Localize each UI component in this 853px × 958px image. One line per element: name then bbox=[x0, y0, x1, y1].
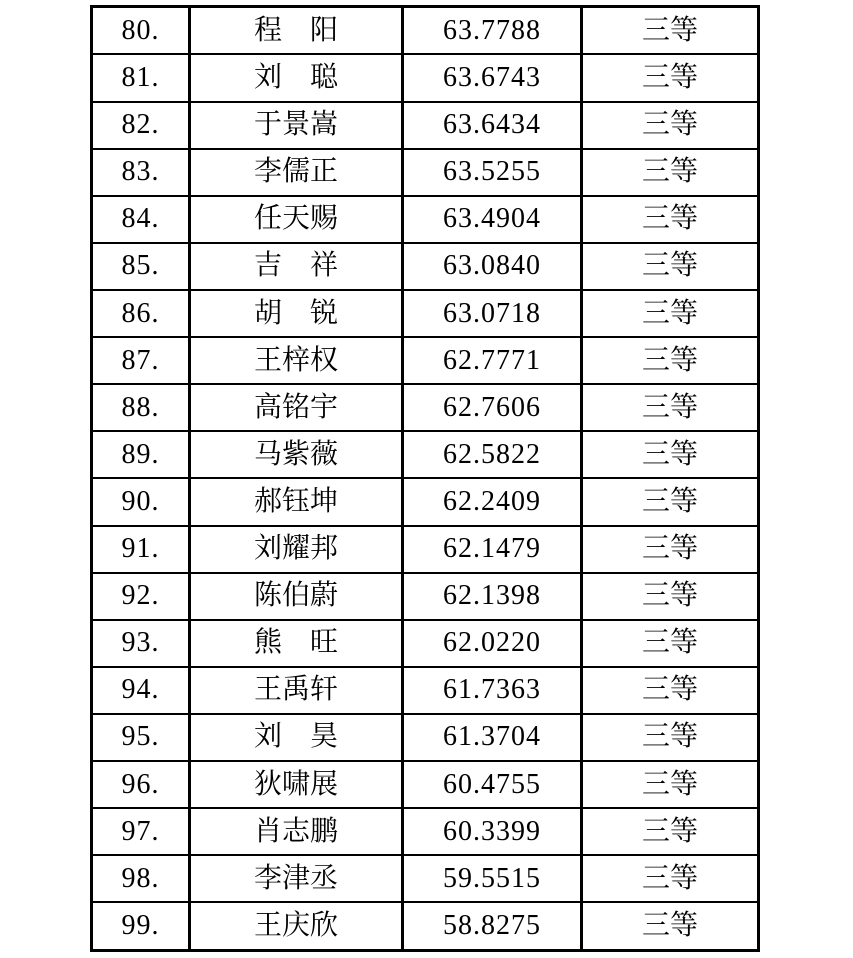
grade-cell: 三等 bbox=[582, 149, 759, 196]
table-row bbox=[92, 761, 759, 808]
grade-cell: 三等 bbox=[582, 431, 759, 478]
table-row bbox=[92, 478, 759, 525]
grade-cell: 三等 bbox=[582, 102, 759, 149]
table-row bbox=[92, 808, 759, 855]
table-row bbox=[92, 526, 759, 573]
score-cell: 63.7788 bbox=[403, 7, 582, 55]
table-row bbox=[92, 431, 759, 478]
rank-cell: 92. bbox=[92, 573, 190, 620]
name-cell: 胡 锐 bbox=[190, 290, 403, 337]
score-cell: 63.0840 bbox=[403, 243, 582, 290]
name-cell: 刘 聪 bbox=[190, 54, 403, 101]
table-row bbox=[92, 337, 759, 384]
score-cell: 63.6743 bbox=[403, 54, 582, 101]
grade-cell: 三等 bbox=[582, 54, 759, 101]
table-row bbox=[92, 573, 759, 620]
score-cell: 63.5255 bbox=[403, 149, 582, 196]
rank-cell: 80. bbox=[92, 7, 190, 55]
name-cell: 肖志鹏 bbox=[190, 808, 403, 855]
rank-cell: 83. bbox=[92, 149, 190, 196]
name-cell: 李儒正 bbox=[190, 149, 403, 196]
table-row bbox=[92, 902, 759, 950]
grade-cell: 三等 bbox=[582, 243, 759, 290]
table-row bbox=[92, 714, 759, 761]
table-row bbox=[92, 855, 759, 902]
table-row bbox=[92, 196, 759, 243]
rank-cell: 90. bbox=[92, 478, 190, 525]
rank-cell: 89. bbox=[92, 431, 190, 478]
grade-cell: 三等 bbox=[582, 196, 759, 243]
name-cell: 陈伯蔚 bbox=[190, 573, 403, 620]
table-row bbox=[92, 7, 759, 55]
score-cell: 62.2409 bbox=[403, 478, 582, 525]
grade-cell: 三等 bbox=[582, 902, 759, 950]
name-cell: 李津丞 bbox=[190, 855, 403, 902]
grade-cell: 三等 bbox=[582, 526, 759, 573]
rank-cell: 86. bbox=[92, 290, 190, 337]
name-cell: 刘耀邦 bbox=[190, 526, 403, 573]
name-cell: 于景嵩 bbox=[190, 102, 403, 149]
grade-cell: 三等 bbox=[582, 620, 759, 667]
name-cell: 王庆欣 bbox=[190, 902, 403, 950]
score-cell: 62.7771 bbox=[403, 337, 582, 384]
name-cell: 王梓权 bbox=[190, 337, 403, 384]
score-cell: 63.4904 bbox=[403, 196, 582, 243]
table-row bbox=[92, 290, 759, 337]
table-row bbox=[92, 243, 759, 290]
table-row bbox=[92, 102, 759, 149]
name-cell: 熊 旺 bbox=[190, 620, 403, 667]
table-row bbox=[92, 667, 759, 714]
rank-cell: 82. bbox=[92, 102, 190, 149]
name-cell: 马紫薇 bbox=[190, 431, 403, 478]
rank-cell: 95. bbox=[92, 714, 190, 761]
score-cell: 60.3399 bbox=[403, 808, 582, 855]
rank-cell: 98. bbox=[92, 855, 190, 902]
name-cell: 程 阳 bbox=[190, 7, 403, 55]
grade-cell: 三等 bbox=[582, 478, 759, 525]
name-cell: 狄啸展 bbox=[190, 761, 403, 808]
grade-cell: 三等 bbox=[582, 337, 759, 384]
rank-cell: 84. bbox=[92, 196, 190, 243]
score-table bbox=[90, 5, 760, 952]
name-cell: 吉 祥 bbox=[190, 243, 403, 290]
grade-cell: 三等 bbox=[582, 855, 759, 902]
table-body bbox=[92, 7, 759, 951]
rank-cell: 85. bbox=[92, 243, 190, 290]
name-cell: 任天赐 bbox=[190, 196, 403, 243]
grade-cell: 三等 bbox=[582, 384, 759, 431]
table-row bbox=[92, 620, 759, 667]
score-cell: 62.1479 bbox=[403, 526, 582, 573]
rank-cell: 91. bbox=[92, 526, 190, 573]
rank-cell: 88. bbox=[92, 384, 190, 431]
score-cell: 61.7363 bbox=[403, 667, 582, 714]
rank-cell: 87. bbox=[92, 337, 190, 384]
table-row bbox=[92, 384, 759, 431]
score-cell: 60.4755 bbox=[403, 761, 582, 808]
grade-cell: 三等 bbox=[582, 667, 759, 714]
name-cell: 王禹轩 bbox=[190, 667, 403, 714]
score-cell: 63.0718 bbox=[403, 290, 582, 337]
rank-cell: 97. bbox=[92, 808, 190, 855]
score-cell: 63.6434 bbox=[403, 102, 582, 149]
rank-cell: 96. bbox=[92, 761, 190, 808]
score-cell: 62.5822 bbox=[403, 431, 582, 478]
score-cell: 62.0220 bbox=[403, 620, 582, 667]
grade-cell: 三等 bbox=[582, 573, 759, 620]
grade-cell: 三等 bbox=[582, 808, 759, 855]
name-cell: 高铭宇 bbox=[190, 384, 403, 431]
score-cell: 62.7606 bbox=[403, 384, 582, 431]
table-row bbox=[92, 149, 759, 196]
grade-cell: 三等 bbox=[582, 290, 759, 337]
score-cell: 58.8275 bbox=[403, 902, 582, 950]
table-row bbox=[92, 54, 759, 101]
rank-cell: 93. bbox=[92, 620, 190, 667]
rank-cell: 99. bbox=[92, 902, 190, 950]
score-cell: 61.3704 bbox=[403, 714, 582, 761]
rank-cell: 81. bbox=[92, 54, 190, 101]
grade-cell: 三等 bbox=[582, 761, 759, 808]
grade-cell: 三等 bbox=[582, 714, 759, 761]
rank-cell: 94. bbox=[92, 667, 190, 714]
name-cell: 刘 昊 bbox=[190, 714, 403, 761]
score-cell: 62.1398 bbox=[403, 573, 582, 620]
grade-cell: 三等 bbox=[582, 7, 759, 55]
score-cell: 59.5515 bbox=[403, 855, 582, 902]
name-cell: 郝钰坤 bbox=[190, 478, 403, 525]
